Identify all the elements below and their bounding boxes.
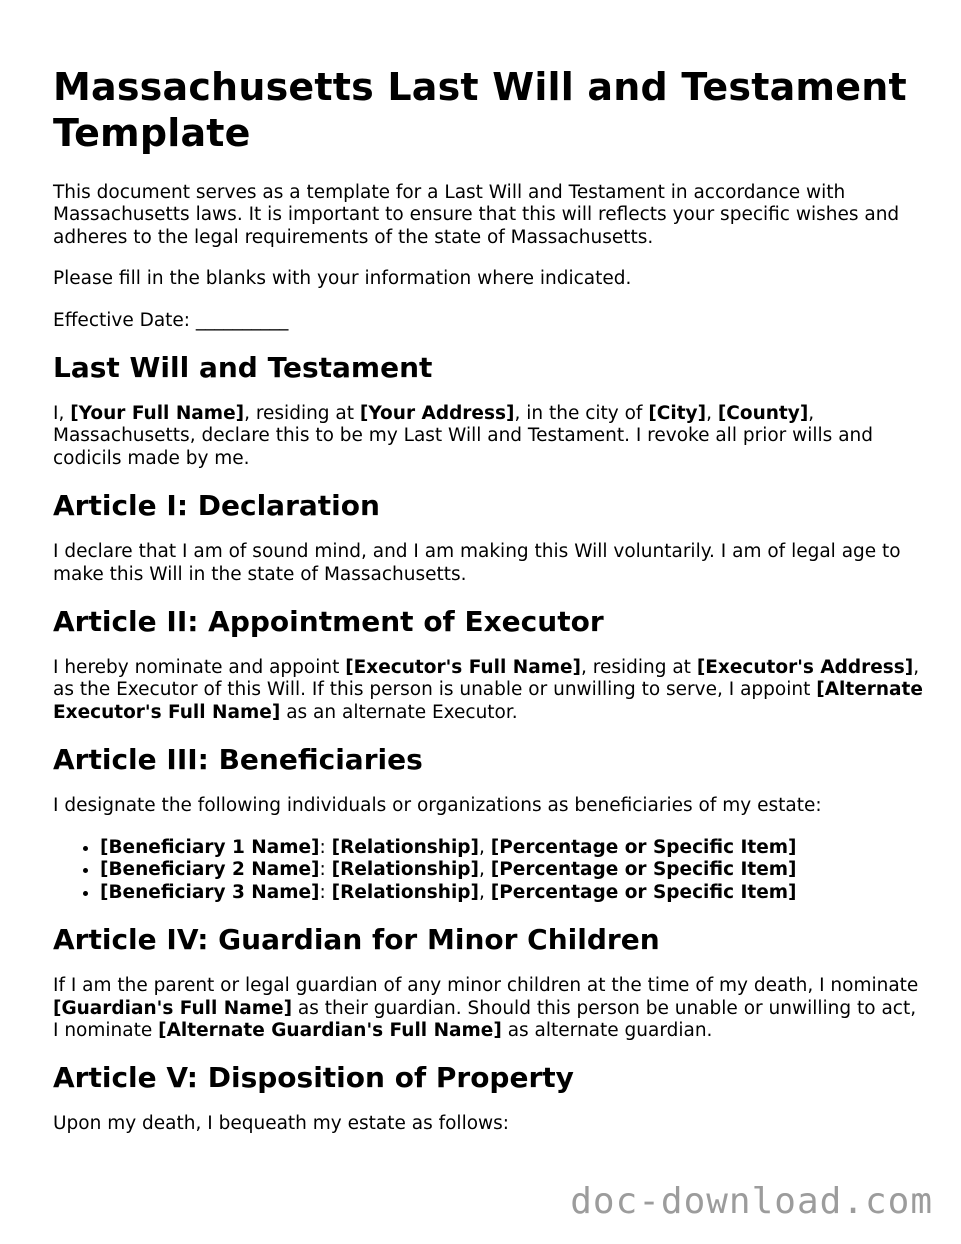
article-4-heading: Article IV: Guardian for Minor Children: [53, 923, 660, 957]
article-3-heading: Article III: Beneficiaries: [53, 743, 423, 777]
full-name-placeholder: [Your Full Name]: [70, 403, 245, 425]
article-4-text: If I am the parent or legal guardian of any minor children at the time of my death, I nominate [Guardian's Full Name] as their guardian. Should this person be unable or unwilling to act, I nominate [Alternate Guardian's Full Name] as alternate guardian.: [53, 975, 919, 1041]
article-1-text: I declare that I am of sound mind, and I am making this Will voluntarily. I am of legal age to make this Will in the state of Massachusetts.: [53, 541, 901, 585]
article-2-heading: Article II: Appointment of Executor: [53, 605, 604, 639]
document-page: [53, 64, 923, 1155]
effective-date: Effective Date: __________: [53, 309, 289, 331]
executor-name-placeholder: [Executor's Full Name]: [345, 657, 581, 679]
article-5-heading: Article V: Disposition of Property: [53, 1061, 574, 1095]
will-heading: Last Will and Testament: [53, 351, 433, 385]
guardian-placeholder: [Guardian's Full Name]: [53, 997, 293, 1019]
document-title: Massachusetts Last Will and Testament Template: [53, 65, 907, 155]
fill-instructions: Please fill in the blanks with your information where indicated.: [53, 268, 632, 290]
watermark: doc-download.com: [570, 1181, 933, 1222]
article-3-intro: I designate the following individuals or organizations as beneficiaries of my estate:: [53, 795, 822, 817]
article-2-text: I hereby nominate and appoint [Executor's Full Name], residing at [Executor's Address], as the Executor of this Will. If this person is unable or unwilling to serve, I appoint [Alternate Executor's Full Name] as an alternate Executor.: [53, 657, 923, 723]
alternate-guardian-placeholder: [Alternate Guardian's Full Name]: [158, 1020, 502, 1041]
alternate-executor-placeholder: [Alternate Executor's Full Name]: [53, 679, 923, 723]
list-item: • [Beneficiary 2 Name]: [Relationship], [Percentage or Specific Item]: [100, 859, 923, 882]
will-declaration: I, [Your Full Name], residing at [Your Address], in the city of [City], [County], Massachusetts, declare this to be my Last Will and Testament. I revoke all prior wills and codicils made by me.: [53, 403, 874, 469]
article-1-heading: Article I: Declaration: [53, 489, 380, 523]
beneficiary-list: [53, 837, 923, 905]
list-item: • [Beneficiary 1 Name]: [Relationship], [Percentage or Specific Item]: [100, 837, 923, 860]
list-item: • [Beneficiary 3 Name]: [Relationship], [Percentage or Specific Item]: [100, 882, 923, 905]
intro-paragraph: This document serves as a template for a Last Will and Testament in accordance with Massachusetts laws. It is important to ensure that this will reflects your specific wishes and adheres to the legal requirements of the state of Massachusetts.: [53, 182, 900, 248]
executor-address-placeholder: [Executor's Address]: [696, 657, 914, 679]
address-placeholder: [Your Address]: [359, 403, 515, 425]
city-placeholder: [City]: [648, 403, 707, 425]
article-5-text: Upon my death, I bequeath my estate as follows:: [53, 1113, 510, 1135]
county-placeholder: [County]: [717, 403, 809, 425]
